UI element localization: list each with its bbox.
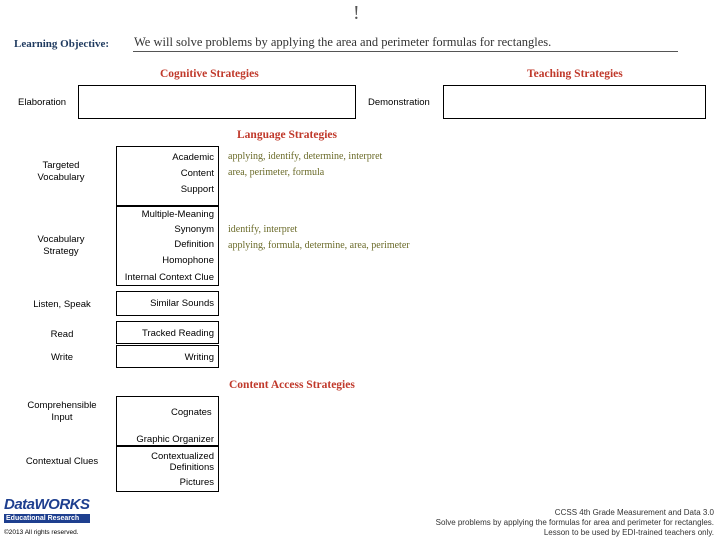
listen-box bbox=[116, 291, 219, 316]
elaboration-box[interactable] bbox=[78, 85, 356, 119]
tracked-reading-label: Tracked Reading bbox=[142, 328, 214, 339]
synonym-value: identify, interpret bbox=[228, 224, 298, 235]
dataworks-logo bbox=[4, 496, 90, 523]
vocab-strategy-label: Vocabulary Strategy bbox=[37, 234, 85, 257]
content-access-heading: Content Access Strategies bbox=[229, 379, 355, 391]
write-label: Write bbox=[51, 352, 73, 363]
support-label: Support bbox=[180, 184, 214, 195]
objective-underline bbox=[133, 51, 678, 52]
synonym-label: Synonym bbox=[174, 224, 214, 235]
contextual-clues-label: Contextual Clues bbox=[25, 456, 99, 467]
definition-label: Definition bbox=[174, 239, 214, 250]
objective-text: We will solve problems by applying the area and perimeter formulas for rectangles. bbox=[134, 35, 552, 49]
multiple-meaning-label: Multiple-Meaning bbox=[141, 209, 214, 220]
standard-block bbox=[354, 508, 714, 538]
definition-value: applying, formula, determine, area, perimeter bbox=[228, 240, 410, 251]
objective-label: Learning Objective: bbox=[14, 38, 110, 50]
vocab-box-1 bbox=[116, 146, 219, 206]
comprehensible-box bbox=[116, 396, 219, 446]
internal-context-label: Internal Context Clue bbox=[124, 272, 214, 283]
academic-value: applying, identify, determine, interpret bbox=[228, 151, 383, 162]
language-heading: Language Strategies bbox=[237, 129, 337, 141]
read-box bbox=[116, 321, 219, 344]
writing-label: Writing bbox=[184, 352, 214, 363]
read-label: Read bbox=[50, 329, 74, 340]
standard-line-2: Solve problems by applying the formulas for area and perimeter for rectangles. bbox=[435, 518, 714, 527]
targeted-vocab-label: Targeted Vocabulary bbox=[37, 160, 85, 183]
listen-speak-label: Listen, Speak bbox=[33, 299, 91, 310]
elaboration-label: Elaboration bbox=[18, 97, 67, 108]
cognitive-heading: Cognitive Strategies bbox=[160, 68, 259, 80]
vocab-box-2 bbox=[116, 206, 219, 286]
contextual-box bbox=[116, 446, 219, 492]
graphic-organizer-label: Graphic Organizer bbox=[136, 434, 214, 445]
academic-label: Academic bbox=[172, 152, 214, 163]
comprehensible-input-label: Comprehensible Input bbox=[27, 400, 97, 423]
similar-sounds-label: Similar Sounds bbox=[150, 298, 214, 309]
logo-wordmark: DataWORKS bbox=[4, 496, 90, 513]
standard-line-1: CCSS 4th Grade Measurement and Data 3.0 bbox=[554, 508, 714, 517]
content-label: Content bbox=[180, 168, 214, 179]
demonstration-label: Demonstration bbox=[368, 97, 430, 108]
header-marker: ! bbox=[353, 2, 360, 24]
standard-line-3: Lesson to be used by EDI-trained teachers only. bbox=[543, 528, 714, 537]
demonstration-box[interactable] bbox=[443, 85, 706, 119]
cognates-label: Cognates bbox=[171, 407, 212, 418]
write-box bbox=[116, 345, 219, 368]
homophone-label: Homophone bbox=[162, 255, 214, 266]
content-value: area, perimeter, formula bbox=[228, 167, 325, 178]
pictures-label: Pictures bbox=[179, 477, 214, 488]
contextualized-definitions-label: Contextualized Definitions bbox=[151, 451, 214, 473]
logo-tagline: Educational Research bbox=[4, 514, 90, 523]
copyright-text: ©2013 All rights reserved. bbox=[4, 529, 79, 536]
teaching-heading: Teaching Strategies bbox=[527, 68, 623, 80]
